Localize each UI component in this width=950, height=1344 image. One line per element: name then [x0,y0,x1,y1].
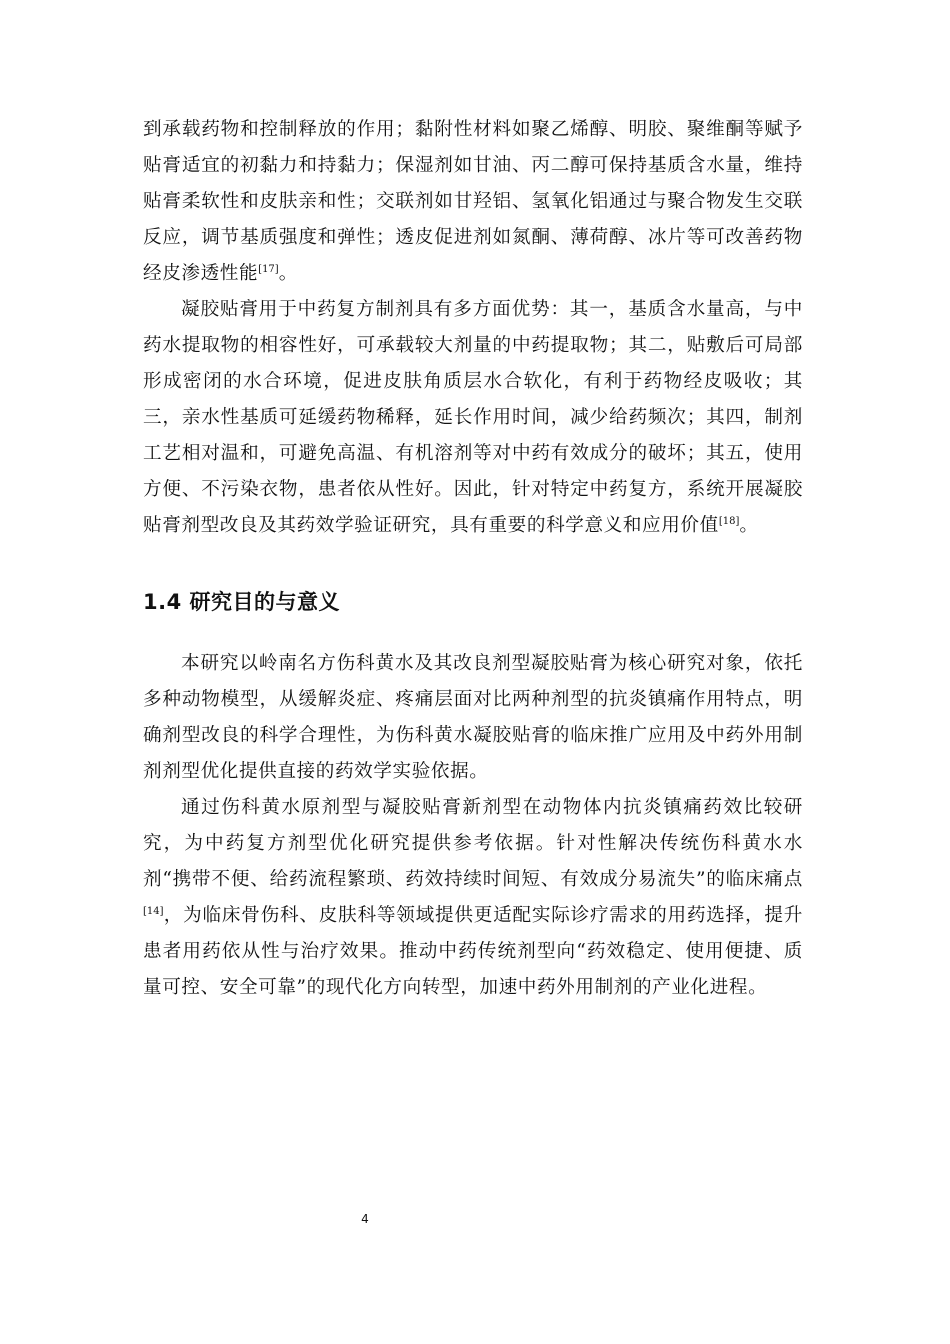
paragraph-tail: 。 [739,515,759,536]
paragraph-text-continued: ，为临床骨伤科、皮肤科等领域提供更适配实际诊疗需求的用药选择，提升患者用药依从性与治疗效果。推动中药传统剂型向“药效稳定、使用便捷、质量可控、安全可靠”的现代化方向转型，加速中药外用制剂的产业化进程。 [143,905,803,998]
citation-ref: [17] [258,263,279,275]
paragraph-research-significance [143,790,803,1006]
body-text-lower [143,646,803,1006]
paragraph-text: 凝胶贴膏用于中药复方制剂具有多方面优势：其一，基质含水量高，与中药水提取物的相容性好，可承载较大剂量的中药提取物；其二，贴敷后可局部形成密闭的水合环境，促进皮肤角质层水合软化，有利于药物经皮吸收；其三，亲水性基质可延缓药物稀释，延长作用时间，减少给药频次；其四，制剂工艺相对温和，可避免高温、有机溶剂等对中药有效成分的破坏；其五，使用方便、不污染衣物，患者依从性好。因此，针对特定中药复方，系统开展凝胶贴膏剂型改良及其药效学验证研究，具有重要的科学意义和应用价值 [143,299,803,536]
paragraph-research-purpose [143,646,803,790]
page-number: 4 [361,1212,369,1226]
paragraph-matrix-materials [143,112,803,292]
citation-ref: [14] [143,905,164,917]
paragraph-tail: 。 [278,263,298,284]
paragraph-text: 到承载药物和控制释放的作用；黏附性材料如聚乙烯醇、明胶、聚维酮等赋予贴膏适宜的初黏力和持黏力；保湿剂如甘油、丙二醇可保持基质含水量，维持贴膏柔软性和皮肤亲和性；交联剂如甘羟铝、氢氧化铝通过与聚合物发生交联反应，调节基质强度和弹性；透皮促进剂如氮酮、薄荷醇、冰片等可改善药物经皮渗透性能 [143,119,803,284]
paragraph-text: 通过伤科黄水原剂型与凝胶贴膏新剂型在动物体内抗炎镇痛药效比较研究，为中药复方剂型优化研究提供参考依据。针对性解决传统伤科黄水水剂“携带不便、给药流程繁琐、药效持续时间短、有效成分易流失”的临床痛点 [143,797,803,890]
paragraph-text: 本研究以岭南名方伤科黄水及其改良剂型凝胶贴膏为核心研究对象，依托多种动物模型，从缓解炎症、疼痛层面对比两种剂型的抗炎镇痛作用特点，明确剂型改良的科学合理性，为伤科黄水凝胶贴膏的临床推广应用及中药外用制剂剂型优化提供直接的药效学实验依据。 [143,653,803,782]
citation-ref: [18] [718,515,740,527]
paragraph-advantages [143,292,803,544]
section-heading: 1.4 研究目的与意义 [143,590,341,614]
body-text-upper [143,112,803,544]
